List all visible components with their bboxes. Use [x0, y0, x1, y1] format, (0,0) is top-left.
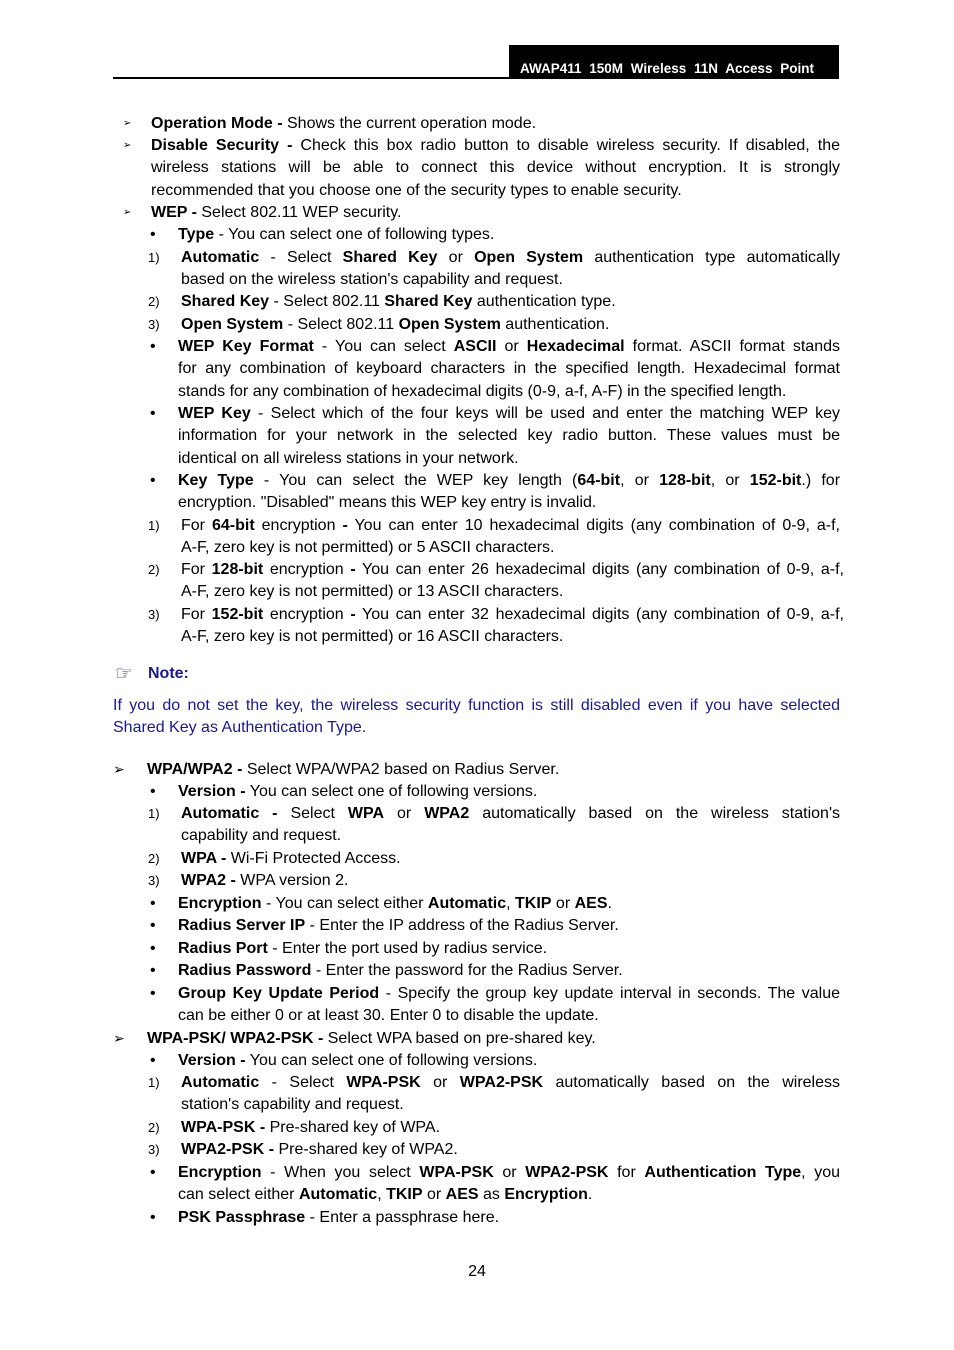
- bold-text: Group Key Update Period: [178, 985, 380, 1002]
- bold-text: 128-bit: [659, 472, 711, 489]
- note-label: Note:: [148, 665, 189, 682]
- text-span: ,: [506, 895, 516, 912]
- text-span: for: [608, 1164, 645, 1181]
- text-span: Select 802.11 WEP security.: [196, 204, 402, 221]
- bullet-icon: •: [150, 940, 156, 957]
- text-span: - You can select: [313, 338, 454, 355]
- text-line: [181, 1140, 458, 1159]
- text-span: Pre-shared key of WPA2.: [274, 1141, 458, 1158]
- bullet-icon: •: [150, 1209, 156, 1226]
- bold-text: 152-bit: [211, 606, 264, 623]
- list-number: 2): [148, 562, 160, 577]
- arrow-bullet-icon: ➢: [123, 118, 132, 129]
- text-line: [181, 627, 563, 646]
- text-line: [178, 1208, 499, 1227]
- arrow-bullet-icon: ➢: [123, 207, 132, 218]
- list-number: 1): [148, 518, 160, 533]
- text-span: Select WPA based on pre-shared key.: [323, 1030, 596, 1047]
- arrow-bullet-icon: ➢: [113, 761, 125, 777]
- bold-text: Radius Server IP: [178, 917, 306, 934]
- text-span: - Enter a passphrase here.: [305, 1209, 500, 1226]
- list-number: 2): [148, 294, 160, 309]
- bold-text: WPA-PSK: [346, 1074, 421, 1091]
- text-line: [178, 337, 840, 356]
- text-span: For: [181, 517, 212, 534]
- text-span: If you do not set the key, the wireless security function is still disabled even if you have selected: [113, 697, 840, 714]
- text-line: [178, 449, 519, 468]
- text-line: [181, 1095, 404, 1114]
- bold-text: 64-bit: [211, 517, 255, 534]
- text-line: [181, 582, 563, 601]
- text-span: recommended that you choose one of the security types to enable security.: [151, 181, 682, 199]
- text-span: stands for any combination of hexadecimal digits (0-9, a-f, A-F) in the specified length.: [178, 382, 787, 400]
- list-number: 2): [148, 851, 160, 866]
- bold-text: Key Type: [178, 472, 254, 489]
- text-span: format. ASCII format stands: [624, 338, 841, 355]
- bold-text: Radius Port: [178, 940, 268, 957]
- text-span: - When you select: [261, 1164, 420, 1181]
- bullet-icon: •: [150, 338, 156, 355]
- text-line: [178, 404, 840, 423]
- text-line: [151, 114, 536, 133]
- text-line: [151, 181, 682, 200]
- text-line: [178, 1163, 840, 1182]
- text-span: Pre-shared key of WPA.: [265, 1119, 441, 1136]
- text-line: [181, 804, 840, 823]
- bold-text: Open System: [181, 316, 284, 333]
- list-number: 1): [148, 250, 160, 265]
- text-span: - You can select either: [261, 895, 428, 912]
- list-number: 3): [148, 317, 160, 332]
- bold-text: Type: [178, 226, 215, 243]
- text-line: [151, 136, 840, 155]
- text-span: encryption: [254, 517, 343, 534]
- text-span: - Specify the group key update interval in seconds. The value: [379, 985, 840, 1002]
- text-line: [181, 849, 401, 868]
- text-span: - Select 802.11: [269, 293, 385, 310]
- text-line: [178, 916, 619, 935]
- text-span: .: [587, 1186, 593, 1204]
- text-span: based on the wireless station's capability and request.: [181, 271, 563, 289]
- text-line: [181, 270, 563, 289]
- bold-text: Radius Password: [178, 962, 312, 979]
- text-span: Check this box radio button to disable wireless security. If disabled, the: [292, 137, 840, 154]
- text-line: [178, 894, 612, 913]
- text-span: , you: [801, 1164, 841, 1181]
- text-span: - You can select the WEP key length (: [253, 472, 578, 489]
- text-span: A-F, zero key is not permitted) or 16 ASCII characters.: [181, 628, 564, 646]
- text-span: - You can select one of following types.: [214, 226, 495, 243]
- page-number: 24: [468, 1263, 486, 1280]
- bold-text: Automatic: [181, 1074, 260, 1091]
- text-line: [113, 696, 840, 715]
- text-span: for any combination of keyboard characters in the specified length. Hexadecimal format: [178, 360, 840, 378]
- bold-text: WPA2: [424, 805, 470, 822]
- text-span: - Select: [259, 249, 343, 266]
- text-line: [181, 1118, 440, 1137]
- bold-text: Authentication Type: [644, 1164, 802, 1181]
- bold-text: Operation Mode -: [151, 115, 283, 132]
- text-span: or: [422, 1186, 446, 1204]
- text-span: For: [181, 606, 212, 623]
- bullet-icon: •: [150, 985, 156, 1002]
- text-line: [178, 426, 840, 445]
- text-span: - Enter the IP address of the Radius Server.: [305, 917, 619, 934]
- text-span: automatically based on the wireless: [543, 1074, 841, 1091]
- text-span: authentication type automatically: [583, 249, 841, 266]
- pointing-hand-icon: ☞: [115, 663, 133, 685]
- text-span: Wi-Fi Protected Access.: [226, 850, 401, 867]
- text-span: - Enter the port used by radius service.: [267, 940, 548, 957]
- bold-text: Shared Key: [384, 293, 473, 310]
- bold-text: -: [350, 606, 356, 623]
- text-line: [181, 1073, 840, 1092]
- bold-text: Version -: [178, 783, 246, 800]
- bold-text: Shared Key: [181, 293, 270, 310]
- text-span: identical on all wireless stations in your network.: [178, 449, 519, 467]
- bold-text: WPA2-PSK: [525, 1164, 609, 1181]
- bullet-icon: •: [150, 1052, 156, 1069]
- bold-text: ASCII: [453, 338, 497, 355]
- text-span: authentication.: [500, 316, 610, 333]
- bold-text: WPA/WPA2 -: [147, 761, 243, 778]
- text-line: [178, 1006, 599, 1025]
- text-span: station's capability and request.: [181, 1096, 404, 1114]
- bullet-icon: •: [150, 917, 156, 934]
- text-span: ,: [377, 1186, 387, 1204]
- bold-text: WEP Key: [178, 405, 251, 422]
- text-span: or: [384, 805, 425, 822]
- list-number: 2): [148, 1120, 160, 1135]
- bullet-icon: •: [150, 783, 156, 800]
- header-title: AWAP411 150M Wireless 11N Access Point: [509, 45, 839, 78]
- text-span: You can enter 26 hexadecimal digits (any combination of 0-9, a-f,: [355, 561, 844, 578]
- list-number: 1): [148, 1075, 160, 1090]
- text-span: Select WPA/WPA2 based on Radius Server.: [242, 761, 560, 778]
- arrow-bullet-icon: ➢: [113, 1030, 125, 1046]
- bold-text: WPA: [347, 805, 385, 822]
- text-span: wireless stations will be able to connect this device without encryption. It is strongly: [151, 159, 840, 177]
- text-span: You can enter 32 hexadecimal digits (any combination of 0-9, a-f,: [355, 606, 844, 623]
- text-line: [113, 718, 366, 737]
- text-line: [178, 1051, 537, 1070]
- bold-text: WEP Key Format: [178, 338, 314, 355]
- bold-text: 128-bit: [211, 561, 264, 578]
- text-span: or: [420, 1074, 460, 1091]
- bold-text: 152-bit: [749, 472, 802, 489]
- text-line: [147, 1029, 596, 1048]
- bold-text: WPA-PSK/ WPA2-PSK -: [147, 1030, 324, 1047]
- bold-text: Encryption: [178, 895, 262, 912]
- text-line: [147, 760, 559, 779]
- text-span: - Enter the password for the Radius Server.: [311, 962, 623, 979]
- text-line: [151, 158, 840, 177]
- text-line: [178, 471, 840, 490]
- text-span: .) for: [801, 472, 841, 489]
- text-line: [181, 292, 616, 311]
- list-number: 1): [148, 806, 160, 821]
- bullet-icon: •: [150, 226, 156, 243]
- text-line: [181, 248, 840, 267]
- text-span: as: [478, 1186, 505, 1204]
- text-span: capability and request.: [181, 827, 342, 845]
- text-span: You can enter 10 hexadecimal digits (any combination of 0-9, a-f,: [347, 517, 840, 534]
- bold-text: Disable Security -: [151, 137, 293, 154]
- bold-text: WPA2-PSK -: [181, 1141, 275, 1158]
- bullet-icon: •: [150, 895, 156, 912]
- text-span: Shared Key as Authentication Type.: [113, 719, 367, 737]
- bold-text: Hexadecimal: [526, 338, 625, 355]
- text-span: WPA version 2.: [235, 872, 349, 889]
- text-line: [151, 203, 401, 222]
- text-span: , or: [710, 472, 750, 489]
- bold-text: Version -: [178, 1052, 246, 1069]
- bullet-icon: •: [150, 405, 156, 422]
- bullet-icon: •: [150, 1164, 156, 1181]
- bold-text: AES: [574, 895, 608, 912]
- text-line: [178, 782, 537, 801]
- text-line: [178, 939, 547, 958]
- text-span: Shows the current operation mode.: [282, 115, 537, 132]
- text-line: [181, 538, 554, 557]
- text-span: , or: [620, 472, 660, 489]
- text-span: - Select 802.11: [283, 316, 399, 333]
- bold-text: Automatic: [181, 249, 260, 266]
- list-number: 3): [148, 1142, 160, 1157]
- bold-text: TKIP: [515, 895, 552, 912]
- text-span: encryption. "Disabled" means this WEP key entry is invalid.: [178, 494, 597, 512]
- text-span: A-F, zero key is not permitted) or 5 ASCII characters.: [181, 539, 555, 557]
- text-span: For: [181, 561, 212, 578]
- text-line: [178, 961, 623, 980]
- bold-text: Encryption: [178, 1164, 262, 1181]
- text-line: [181, 871, 348, 890]
- text-line: [178, 984, 840, 1003]
- text-span: Select: [277, 805, 348, 822]
- text-line: [181, 560, 844, 579]
- bold-text: 64-bit: [577, 472, 621, 489]
- text-span: - Select: [259, 1074, 347, 1091]
- arrow-bullet-icon: ➢: [123, 140, 132, 151]
- text-line: [181, 826, 341, 845]
- text-span: encryption: [263, 606, 351, 623]
- text-line: [181, 315, 609, 334]
- list-number: 3): [148, 607, 160, 622]
- text-span: information for your network in the selected key radio button. These values must be: [178, 427, 840, 445]
- text-span: encryption: [263, 561, 351, 578]
- text-span: .: [607, 895, 612, 912]
- text-span: or: [551, 895, 575, 912]
- bold-text: TKIP: [386, 1186, 423, 1204]
- text-line: [178, 493, 596, 512]
- text-span: You can select one of following versions.: [245, 1052, 538, 1069]
- text-line: [181, 516, 840, 535]
- text-span: authentication type.: [472, 293, 616, 310]
- bullet-icon: •: [150, 962, 156, 979]
- text-line: [178, 1185, 592, 1204]
- bold-text: Automatic -: [181, 805, 278, 822]
- text-span: or: [437, 249, 475, 266]
- text-span: or: [493, 1164, 526, 1181]
- bold-text: Automatic: [298, 1186, 378, 1204]
- list-number: 3): [148, 873, 160, 888]
- bold-text: WPA2 -: [181, 872, 236, 889]
- text-span: automatically based on the wireless station's: [469, 805, 840, 822]
- bold-text: Automatic: [427, 895, 507, 912]
- bold-text: Open System: [398, 316, 501, 333]
- text-line: [178, 225, 494, 244]
- bold-text: Open System: [474, 249, 584, 266]
- bold-text: Shared Key: [342, 249, 438, 266]
- text-line: [178, 382, 786, 401]
- bullet-icon: •: [150, 472, 156, 489]
- text-line: [181, 605, 844, 624]
- bold-text: -: [342, 517, 348, 534]
- bold-text: -: [350, 561, 356, 578]
- bold-text: WPA-PSK: [419, 1164, 494, 1181]
- bold-text: WEP -: [151, 204, 197, 221]
- text-line: [178, 359, 840, 378]
- text-span: A-F, zero key is not permitted) or 13 ASCII characters.: [181, 583, 564, 601]
- bold-text: PSK Passphrase: [178, 1209, 306, 1226]
- bold-text: Encryption: [504, 1186, 588, 1204]
- bold-text: WPA -: [181, 850, 227, 867]
- bold-text: AES: [445, 1186, 479, 1204]
- text-span: You can select one of following versions.: [245, 783, 538, 800]
- bold-text: WPA-PSK -: [181, 1119, 266, 1136]
- text-span: - Select which of the four keys will be used and enter the matching WEP key: [250, 405, 840, 422]
- text-span: or: [496, 338, 527, 355]
- text-span: can be either 0 or at least 30. Enter 0 to disable the update.: [178, 1007, 599, 1025]
- bold-text: WPA2-PSK: [459, 1074, 544, 1091]
- text-span: can select either: [178, 1186, 299, 1204]
